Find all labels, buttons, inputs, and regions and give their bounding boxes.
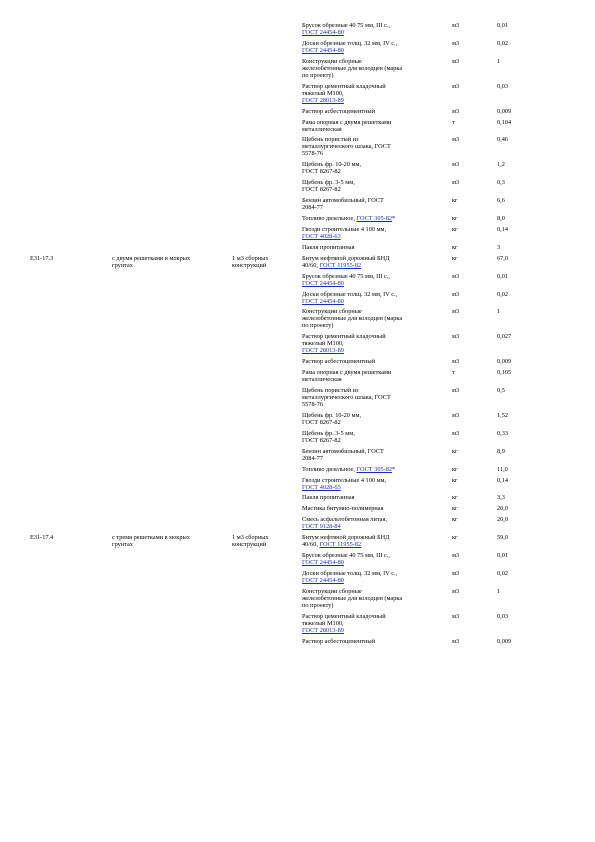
material-name: Рама опорная с двумя решетками металлическая bbox=[302, 118, 392, 133]
standard-link[interactable]: ГОСТ 24454-80 bbox=[302, 279, 344, 287]
table-row bbox=[0, 570, 595, 584]
material-quantity: 0,3 bbox=[497, 179, 505, 187]
material-quantity: 20,0 bbox=[497, 516, 509, 524]
table-row bbox=[0, 333, 595, 354]
material-unit: м3 bbox=[452, 429, 460, 437]
material-unit: м3 bbox=[452, 161, 460, 169]
work-code: Е31-17.3 bbox=[30, 254, 54, 262]
material-unit: кг bbox=[452, 476, 458, 484]
material-name: Брусок обрезные 40 75 мм, III с., ГОСТ 24454-80 bbox=[302, 22, 390, 36]
table-row bbox=[0, 358, 595, 365]
table-row bbox=[0, 505, 595, 512]
standard-link[interactable]: ГОСТ 28013-89 bbox=[302, 96, 344, 104]
material-quantity: 59,0 bbox=[497, 534, 509, 542]
material-name: Бензин автомобильный, ГОСТ 2084-77 bbox=[302, 447, 384, 462]
material-name: Битум нефтяной дорожный БНД 40/60, ГОСТ 11955-82 bbox=[302, 534, 390, 549]
material-unit: кг bbox=[452, 225, 458, 233]
material-unit: м3 bbox=[452, 387, 460, 394]
material-quantity: 1 bbox=[497, 308, 501, 316]
material-name: Доски обрезные толщ. 32 мм, IV с., ГОСТ 24454-80 bbox=[302, 39, 398, 54]
material-unit: м3 bbox=[452, 179, 460, 187]
table-row bbox=[0, 477, 595, 491]
material-quantity: 0,01 bbox=[497, 22, 509, 29]
material-unit: кг bbox=[452, 447, 458, 455]
material-name: Раствор асбестоцементный bbox=[302, 637, 376, 645]
material-unit: м3 bbox=[452, 272, 460, 280]
standard-link[interactable]: ГОСТ 4028-63 bbox=[302, 232, 341, 240]
material-name: Пакля пропитанная bbox=[302, 494, 355, 502]
material-name: Конструкции сборные железобетонные для колодцев (марка по проекту) bbox=[302, 57, 403, 79]
table-row bbox=[0, 448, 595, 462]
table-row bbox=[0, 552, 595, 566]
material-unit: кг bbox=[452, 505, 458, 513]
work-description: с двумя решетками в мокрых грунтах bbox=[112, 254, 191, 269]
material-name: Брусок обрезные 40 75 мм, III с., ГОСТ 24454-80 bbox=[302, 272, 390, 287]
material-quantity: 11,0 bbox=[497, 465, 508, 473]
material-quantity: 3,3 bbox=[497, 494, 505, 502]
material-unit: м3 bbox=[452, 107, 460, 115]
table-row bbox=[0, 197, 595, 211]
material-quantity: 8,0 bbox=[497, 215, 505, 222]
material-quantity: 8,9 bbox=[497, 447, 505, 455]
material-quantity: 0,33 bbox=[497, 429, 509, 437]
material-quantity: 0,01 bbox=[497, 552, 509, 559]
standard-link[interactable]: ГОСТ 28013-89 bbox=[302, 347, 344, 355]
material-unit: м3 bbox=[452, 39, 460, 47]
material-name: Гвозди строительные 4 100 мм, ГОСТ 4028-63 bbox=[302, 225, 387, 240]
table-row bbox=[0, 430, 595, 444]
material-name: Смесь асфальтобетонная литая, ГОСТ 9128-84 bbox=[302, 516, 387, 531]
table-row bbox=[0, 638, 595, 645]
material-quantity: 20,0 bbox=[497, 505, 509, 513]
material-quantity: 0,5 bbox=[497, 387, 505, 394]
material-unit: м3 bbox=[452, 308, 460, 316]
table-row bbox=[0, 613, 595, 634]
standard-link[interactable]: ГОСТ 28013-89 bbox=[302, 626, 344, 634]
material-quantity: 1,2 bbox=[497, 161, 505, 169]
table-row bbox=[0, 179, 595, 193]
material-quantity: 0,009 bbox=[497, 107, 512, 115]
material-quantity: 0,009 bbox=[497, 637, 512, 645]
material-unit: кг bbox=[452, 254, 458, 262]
material-unit: м3 bbox=[452, 411, 460, 419]
table-row bbox=[0, 412, 595, 426]
table-row bbox=[0, 369, 595, 383]
table-row bbox=[0, 161, 595, 175]
material-quantity: 0,01 bbox=[497, 272, 509, 280]
material-name: Раствор асбестоцементный bbox=[302, 358, 376, 366]
table-row bbox=[0, 466, 595, 473]
table-row bbox=[0, 308, 595, 329]
table-row bbox=[0, 119, 595, 133]
material-name: Щебень фр. 10-20 мм, ГОСТ 8267-82 bbox=[302, 161, 362, 176]
material-quantity: 0,46 bbox=[497, 136, 509, 144]
material-quantity: 0,02 bbox=[497, 290, 509, 298]
material-unit: м3 bbox=[452, 82, 460, 90]
material-name: Раствор цементный кладочный тяжелый М100, ГОСТ 28013-89 bbox=[302, 82, 386, 104]
standard-link[interactable]: ГОСТ 24454-80 bbox=[302, 46, 344, 54]
material-name: Мастика битумно-полимерная bbox=[302, 505, 384, 513]
material-quantity: 0,03 bbox=[497, 82, 509, 90]
work-description: с тремя решетками в мокрых грунтах bbox=[112, 534, 190, 549]
material-unit: м3 bbox=[452, 358, 460, 366]
material-name: Раствор цементный кладочный тяжелый М100, ГОСТ 28013-89 bbox=[302, 333, 386, 355]
material-unit: м3 bbox=[452, 569, 460, 577]
table-row bbox=[0, 136, 595, 157]
material-name: Битум нефтяной дорожный БНД 40/60, ГОСТ 11955-82 bbox=[302, 254, 390, 269]
work-code: Е31-17.4 bbox=[30, 534, 54, 542]
material-name: Брусок обрезные 40 75 мм, III с., ГОСТ 24454-80 bbox=[302, 552, 390, 566]
table-row bbox=[0, 215, 595, 222]
material-unit: кг bbox=[452, 465, 458, 473]
material-quantity: 0,027 bbox=[497, 333, 512, 341]
material-name: Щебень пористый из металлургического шлака, ГОСТ 5578-76 bbox=[302, 136, 391, 158]
measure-unit-of-work: 1 м3 сборных конструкций bbox=[232, 254, 269, 269]
table-row bbox=[0, 516, 595, 530]
table-row bbox=[0, 387, 595, 408]
table-row bbox=[0, 588, 595, 609]
material-quantity: 1,52 bbox=[497, 411, 509, 419]
standard-link[interactable]: ГОСТ 9128-84 bbox=[302, 523, 341, 531]
material-name: Бензин автомобильный, ГОСТ 2084-77 bbox=[302, 197, 384, 212]
material-name: Конструкции сборные железобетонные для колодцев (марка по проекту) bbox=[302, 308, 403, 330]
material-unit: м3 bbox=[452, 136, 460, 144]
material-quantity: 0,104 bbox=[497, 118, 512, 126]
table-row bbox=[0, 108, 595, 115]
material-name: Конструкции сборные железобетонные для колодцев (марка по проекту) bbox=[302, 587, 403, 609]
material-quantity: 1 bbox=[497, 57, 501, 65]
standard-link[interactable]: ГОСТ 24454-80 bbox=[302, 29, 344, 36]
material-name: Топливо дизельное, ГОСТ 305-82* bbox=[302, 465, 396, 473]
material-unit: кг bbox=[452, 197, 458, 205]
table-row bbox=[0, 255, 595, 269]
material-name: Раствор асбестоцементный bbox=[302, 107, 376, 115]
table-row bbox=[0, 494, 595, 501]
material-unit: т bbox=[452, 369, 455, 377]
material-quantity: 0,14 bbox=[497, 225, 509, 233]
material-unit: м3 bbox=[452, 552, 460, 559]
material-name: Доски обрезные толщ. 32 мм, IV с., ГОСТ 24454-80 bbox=[302, 569, 398, 584]
material-unit: кг bbox=[452, 494, 458, 502]
material-name: Пакля пропитанная bbox=[302, 243, 355, 251]
material-unit: кг bbox=[452, 516, 458, 524]
material-name: Гвозди строительные 4 100 мм, ГОСТ 4028-63 bbox=[302, 476, 387, 491]
material-name: Щебень фр. 10-20 мм, ГОСТ 8267-82 bbox=[302, 411, 362, 426]
standard-link[interactable]: ГОСТ 305-82 bbox=[356, 465, 393, 473]
material-quantity: 0,03 bbox=[497, 612, 509, 620]
table-row bbox=[0, 40, 595, 54]
material-unit: т bbox=[452, 118, 455, 126]
material-name: Топливо дизельное, ГОСТ 305-82* bbox=[302, 215, 396, 222]
standard-link[interactable]: ГОСТ 305-82 bbox=[356, 215, 393, 222]
table-row bbox=[0, 273, 595, 287]
material-unit: кг bbox=[452, 215, 458, 222]
material-unit: м3 bbox=[452, 22, 460, 29]
material-quantity: 0,02 bbox=[497, 569, 509, 577]
standard-link[interactable]: ГОСТ 11955-82 bbox=[319, 261, 362, 269]
material-quantity: 0,02 bbox=[497, 39, 509, 47]
material-name: Раствор цементный кладочный тяжелый М100, ГОСТ 28013-89 bbox=[302, 612, 386, 634]
table-row bbox=[0, 291, 595, 305]
material-unit: м3 bbox=[452, 290, 460, 298]
material-quantity: 0,14 bbox=[497, 476, 509, 484]
standard-link[interactable]: ГОСТ 24454-80 bbox=[302, 297, 344, 305]
standard-link[interactable]: ГОСТ 24454-80 bbox=[302, 576, 344, 584]
material-quantity: 0,105 bbox=[497, 369, 512, 377]
material-unit: м3 bbox=[452, 612, 460, 620]
material-unit: м3 bbox=[452, 637, 460, 645]
table-row bbox=[0, 534, 595, 548]
standard-link[interactable]: ГОСТ 11955-82 bbox=[319, 541, 362, 549]
table-row bbox=[0, 244, 595, 251]
measure-unit-of-work: 1 м3 сборных конструкций bbox=[232, 534, 269, 549]
material-unit: м3 bbox=[452, 333, 460, 341]
material-unit: кг bbox=[452, 534, 458, 542]
material-name: Рама опорная с двумя решетками металлическая bbox=[302, 369, 392, 384]
standard-link[interactable]: ГОСТ 4028-63 bbox=[302, 483, 341, 491]
material-quantity: 1 bbox=[497, 587, 501, 595]
material-quantity: 67,0 bbox=[497, 254, 509, 262]
standard-link[interactable]: ГОСТ 24454-80 bbox=[302, 559, 344, 566]
material-name: Щебень пористый из металлургического шлака, ГОСТ 5578-76 bbox=[302, 387, 391, 408]
material-name: Щебень фр. 3-5 мм, ГОСТ 8267-82 bbox=[302, 429, 355, 444]
material-unit: кг bbox=[452, 243, 458, 251]
table-row bbox=[0, 58, 595, 79]
material-unit: м3 bbox=[452, 57, 460, 65]
material-name: Щебень фр. 3-5 мм, ГОСТ 8267-82 bbox=[302, 179, 355, 194]
table-row bbox=[0, 22, 595, 36]
table-row bbox=[0, 226, 595, 240]
material-quantity: 3 bbox=[497, 243, 501, 251]
material-unit: м3 bbox=[452, 587, 460, 595]
table-row bbox=[0, 83, 595, 104]
material-name: Доски обрезные толщ. 32 мм, IV с., ГОСТ 24454-80 bbox=[302, 290, 398, 305]
material-quantity: 6,6 bbox=[497, 197, 505, 205]
material-quantity: 0,009 bbox=[497, 358, 512, 366]
